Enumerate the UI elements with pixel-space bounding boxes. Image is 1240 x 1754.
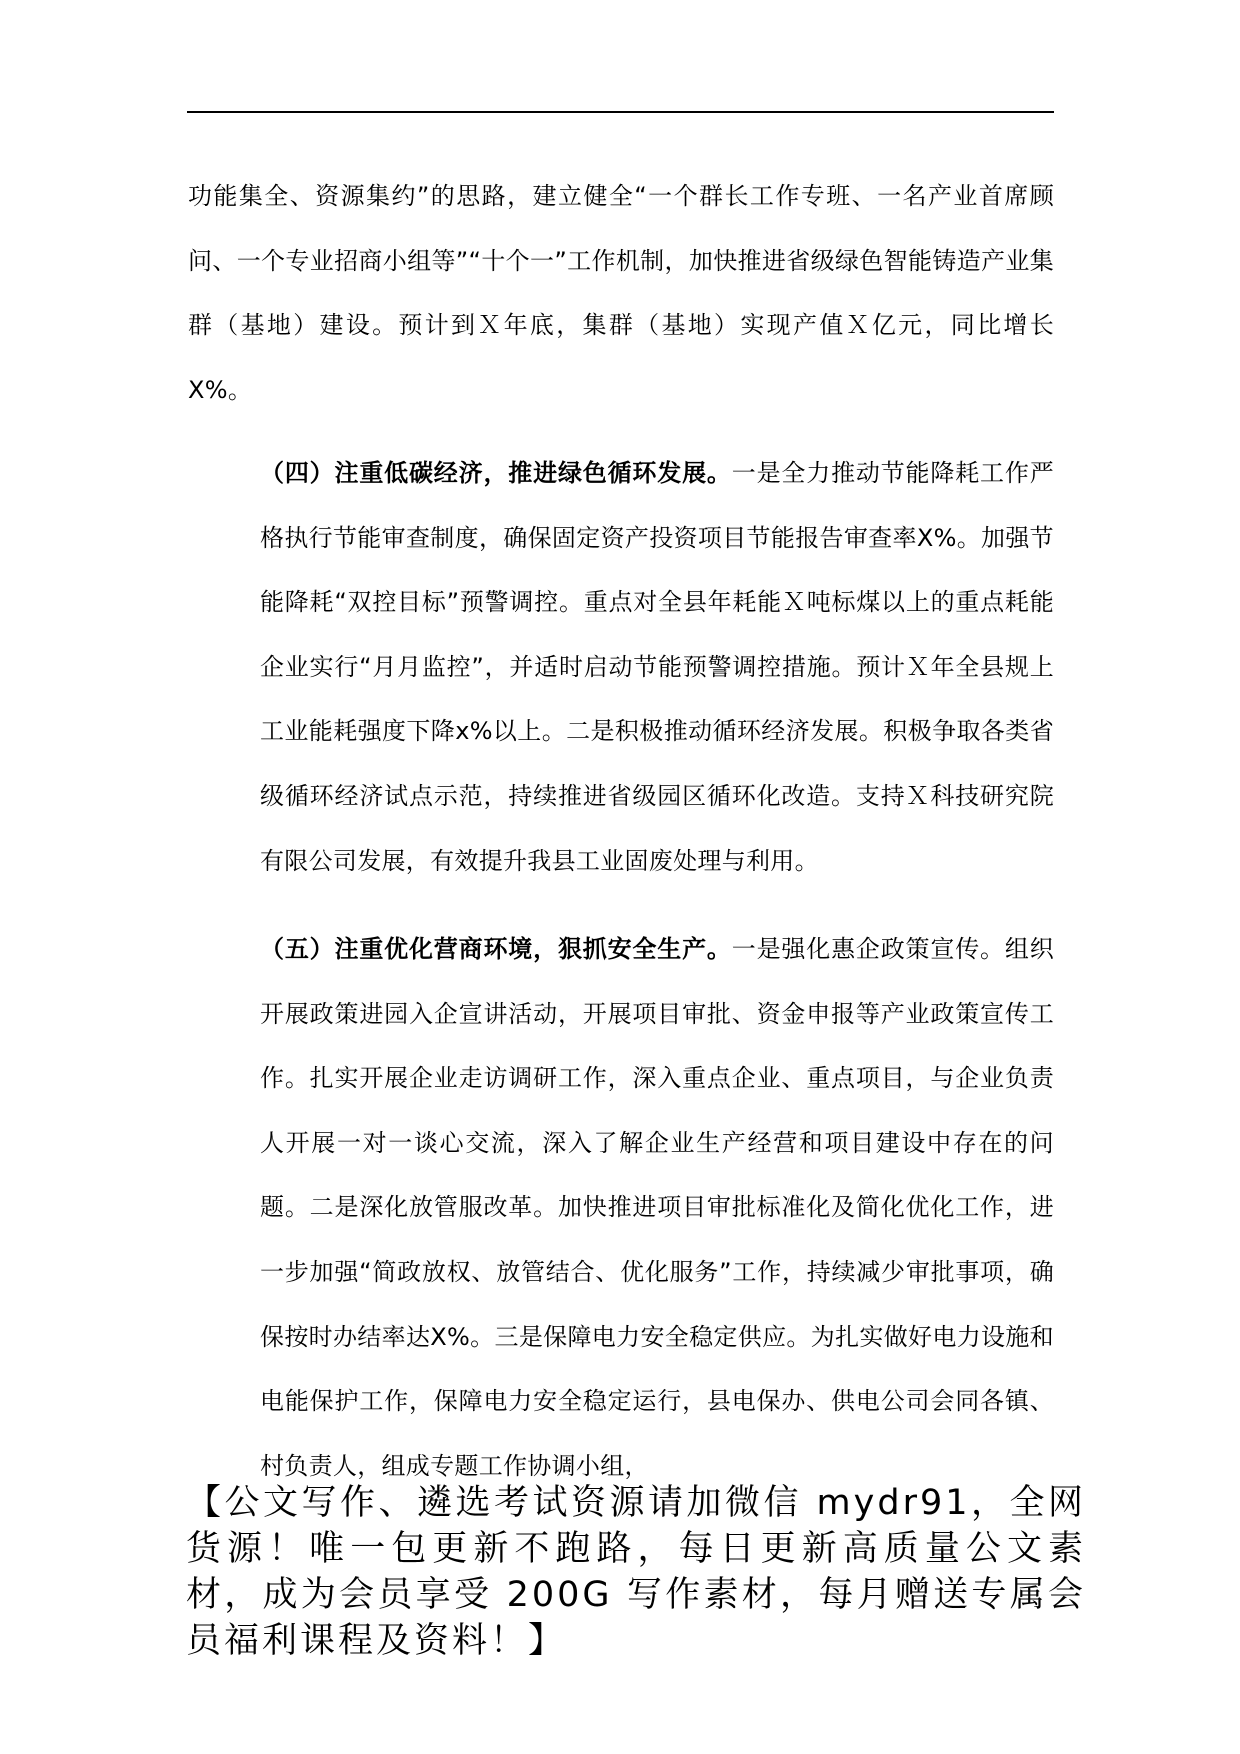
- paragraph-1-text: 功能集全、资源集约”的思路，建立健全“一个群长工作专班、一名产业首席顾问、一个专业招商小组等”“十个一”工作机制，加快推进省级绿色智能铸造产业集群（基地）建设。预计到Ｘ年底，集群（基地）实现产值Ｘ亿元，同比增长X%。: [188, 182, 1054, 404]
- paragraph-1: [188, 164, 1054, 422]
- section-heading-5: （五）注重优化营商环境，狠抓安全生产。: [260, 935, 732, 963]
- section-heading-4: （四）注重低碳经济，推进绿色循环发展。: [260, 459, 732, 487]
- header-rule: [187, 111, 1054, 113]
- paragraph-2-text: [188, 441, 1054, 893]
- promo-text: 【公文写作、遴选考试资源请加微信 mydr91，全网货源！唯一包更新不跑路，每日更新高质量公文素材，成为会员享受 200G 写作素材，每月赠送专属会员福利课程及资料！】: [186, 1483, 1086, 1661]
- paragraph-3-body: 一是强化惠企政策宣传。组织开展政策进园入企宣讲活动，开展项目审批、资金申报等产业政策宣传工作。扎实开展企业走访调研工作，深入重点企业、重点项目，与企业负责人开展一对一谈心交流，深入了解企业生产经营和项目建设中存在的问题。二是深化放管服改革。加快推进项目审批标准化及简化优化工作，进一步加强“简政放权、放管结合、优化服务”工作，持续减少审批事项，确保按时办结率达X%。三是保障电力安全稳定供应。为扎实做好电力设施和电能保护工作，保障电力安全稳定运行，县电保办、供电公司会同各镇、村负责人，组成专题工作协调小组，: [260, 935, 1054, 1480]
- paragraph-3-text: [188, 917, 1054, 1498]
- paragraph-3: [188, 917, 1054, 1498]
- paragraph-2-body: 一是全力推动节能降耗工作严格执行节能审查制度，确保固定资产投资项目节能报告审查率X%。加强节能降耗“双控目标”预警调控。重点对全县年耗能Ｘ吨标煤以上的重点耗能企业实行“月月监控”，并适时启动节能预警调控措施。预计Ｘ年全县规上工业能耗强度下降x%以上。二是积极推动循环经济发展。积极争取各类省级循环经济试点示范，持续推进省级园区循环化改造。支持Ｘ科技研究院有限公司发展，有效提升我县工业固废处理与利用。: [260, 459, 1054, 875]
- paragraph-2: [188, 441, 1054, 893]
- promo-banner: [186, 1480, 1086, 1664]
